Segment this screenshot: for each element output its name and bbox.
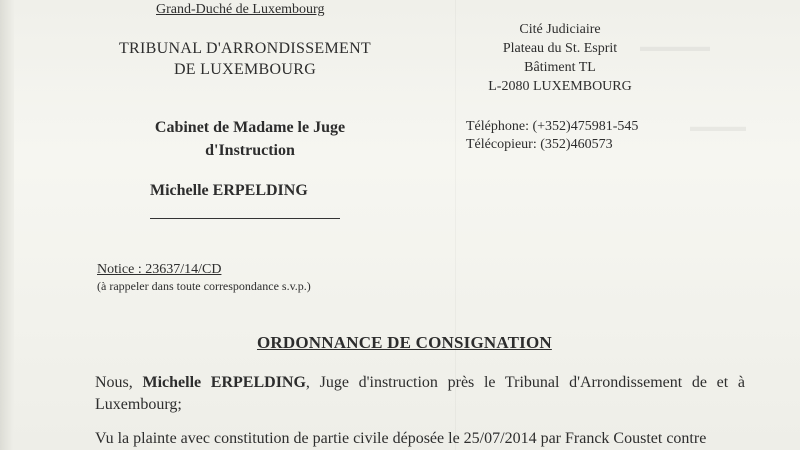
- address-line: Cité Judiciaire: [519, 22, 601, 37]
- court-address: [470, 20, 650, 96]
- contact-block: [466, 118, 638, 154]
- judge-name-inline: Michelle ERPELDING: [142, 374, 306, 391]
- phone-number: Téléphone: (+352)475981-545: [466, 119, 639, 134]
- court-name-line: DE LUXEMBOURG: [173, 61, 317, 78]
- show-through-mark: ▬▬▬▬▬: [640, 40, 710, 55]
- court-name: [100, 38, 390, 80]
- judge-name: Michelle ERPELDING: [150, 182, 308, 199]
- country-heading: Grand-Duché de Luxembourg: [156, 2, 325, 17]
- paragraph-2: Vu la plainte avec constitution de partie civile déposée le 25/07/2014 par Franck Coustet contre: [95, 430, 707, 447]
- signature-divider: [150, 218, 340, 219]
- notice-hint: (à rappeler dans toute correspondance s.v.p.): [97, 279, 311, 293]
- address-line: Plateau du St. Esprit: [502, 41, 618, 56]
- address-line: L-2080 LUXEMBOURG: [488, 79, 632, 94]
- paragraph-1: [95, 372, 745, 416]
- paragraph-text: Nous,: [95, 374, 143, 391]
- document-title: ORDONNANCE DE CONSIGNATION: [257, 333, 552, 352]
- address-line: Bâtiment TL: [524, 60, 596, 75]
- paper-fold-edge: [0, 0, 14, 450]
- court-name-line: TRIBUNAL D'ARRONDISSEMENT: [118, 40, 371, 57]
- paragraph-text: , Juge d'instruction près le Tribunal d'Arrondissement de et à Luxembourg;: [95, 374, 746, 413]
- fax-number: Télécopieur: (352)460573: [466, 137, 613, 152]
- cabinet-title-line: Cabinet de Madame le Juge: [154, 119, 346, 136]
- cabinet-title: [110, 116, 390, 162]
- notice-reference: Notice : 23637/14/CD: [97, 262, 222, 277]
- show-through-mark: ▬▬▬▬: [690, 120, 746, 135]
- cabinet-title-line: d'Instruction: [205, 142, 295, 159]
